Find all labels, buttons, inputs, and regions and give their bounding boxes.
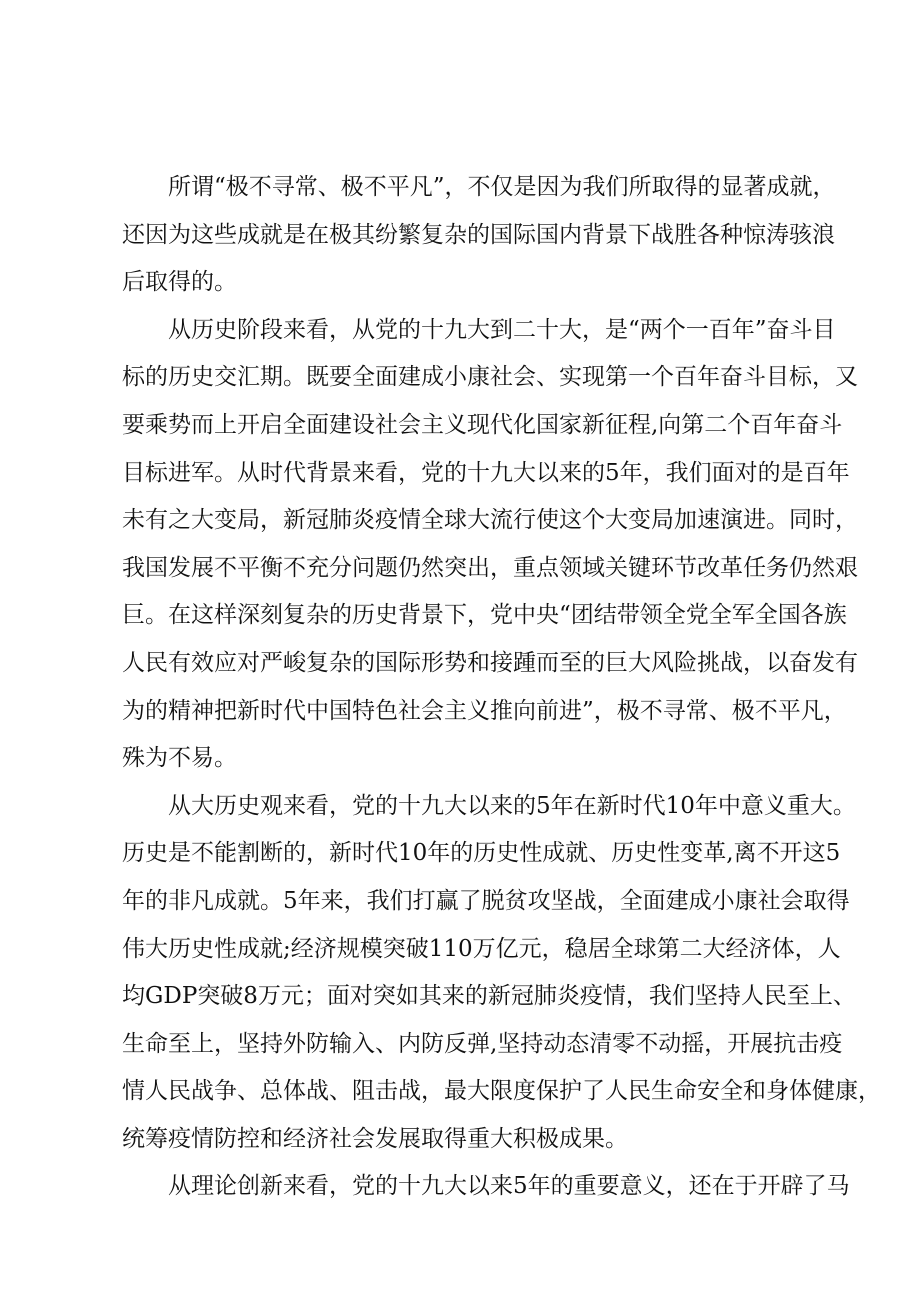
- text-line: 从大历史观来看，党的十九大以来的5年在新时代10年中意义重大。: [168, 792, 856, 819]
- text-line: 还因为这些成就是在极其纷繁复杂的国际国内背景下战胜各种惊涛骇浪: [122, 221, 835, 248]
- text-line: 情人民战争、总体战、阻击战，最大限度保护了人民生命安全和身体健康，: [122, 1078, 881, 1105]
- text-line: 从历史阶段来看，从党的十九大到二十大，是“两个一百年”奋斗目: [168, 316, 836, 343]
- text-line: 我国发展不平衡不充分问题仍然突出，重点领域关键环节改革任务仍然艰: [122, 554, 858, 581]
- text-line: 目标进军。从时代背景来看，党的十九大以来的5年，我们面对的是百年: [122, 459, 850, 486]
- text-line: 巨。在这样深刻复杂的历史背景下，党中央“团结带领全党全军全国各族: [122, 602, 847, 629]
- text-line: 殊为不易。: [122, 745, 237, 772]
- text-line: 后取得的。: [122, 269, 237, 296]
- text-line: 为的精神把新时代中国特色社会主义推向前进”，极不寻常、极不平凡，: [122, 697, 847, 724]
- text-line: 要乘势而上开启全面建设社会主义现代化国家新征程,向第二个百年奋斗: [122, 411, 843, 438]
- text-line: 标的历史交汇期。既要全面建成小康社会、实现第一个百年奋斗目标，又: [122, 364, 858, 391]
- text-line: 历史是不能割断的，新时代10年的历史性成就、历史性变革,离不开这5: [122, 840, 841, 867]
- text-line: 伟大历史性成就;经济规模突破110万亿元，稳居全球第二大经济体，人: [122, 935, 841, 962]
- text-line: 年的非凡成就。5年来，我们打赢了脱贫攻坚战，全面建成小康社会取得: [122, 887, 850, 914]
- text-line: 从理论创新来看，党的十九大以来5年的重要意义，还在于开辟了马: [168, 1173, 850, 1200]
- text-line: 人民有效应对严峻复杂的国际形势和接踵而至的巨大风险挑战，以奋发有: [122, 649, 858, 676]
- text-line: 统筹疫情防控和经济社会发展取得重大积极成果。: [122, 1125, 628, 1152]
- text-line: 生命至上，坚持外防输入、内防反弹,坚持动态清零不动摇，开展抗击疫: [122, 1030, 843, 1057]
- text-line: 均GDP突破8万元；面对突如其来的新冠肺炎疫情，我们坚持人民至上、: [122, 983, 856, 1010]
- text-line: 所谓“极不寻常、极不平凡”，不仅是因为我们所取得的显著成就，: [168, 174, 836, 200]
- text-line: 未有之大变局，新冠肺炎疫情全球大流行使这个大变局加速演进。同时，: [122, 507, 858, 534]
- body-text: [122, 164, 881, 1211]
